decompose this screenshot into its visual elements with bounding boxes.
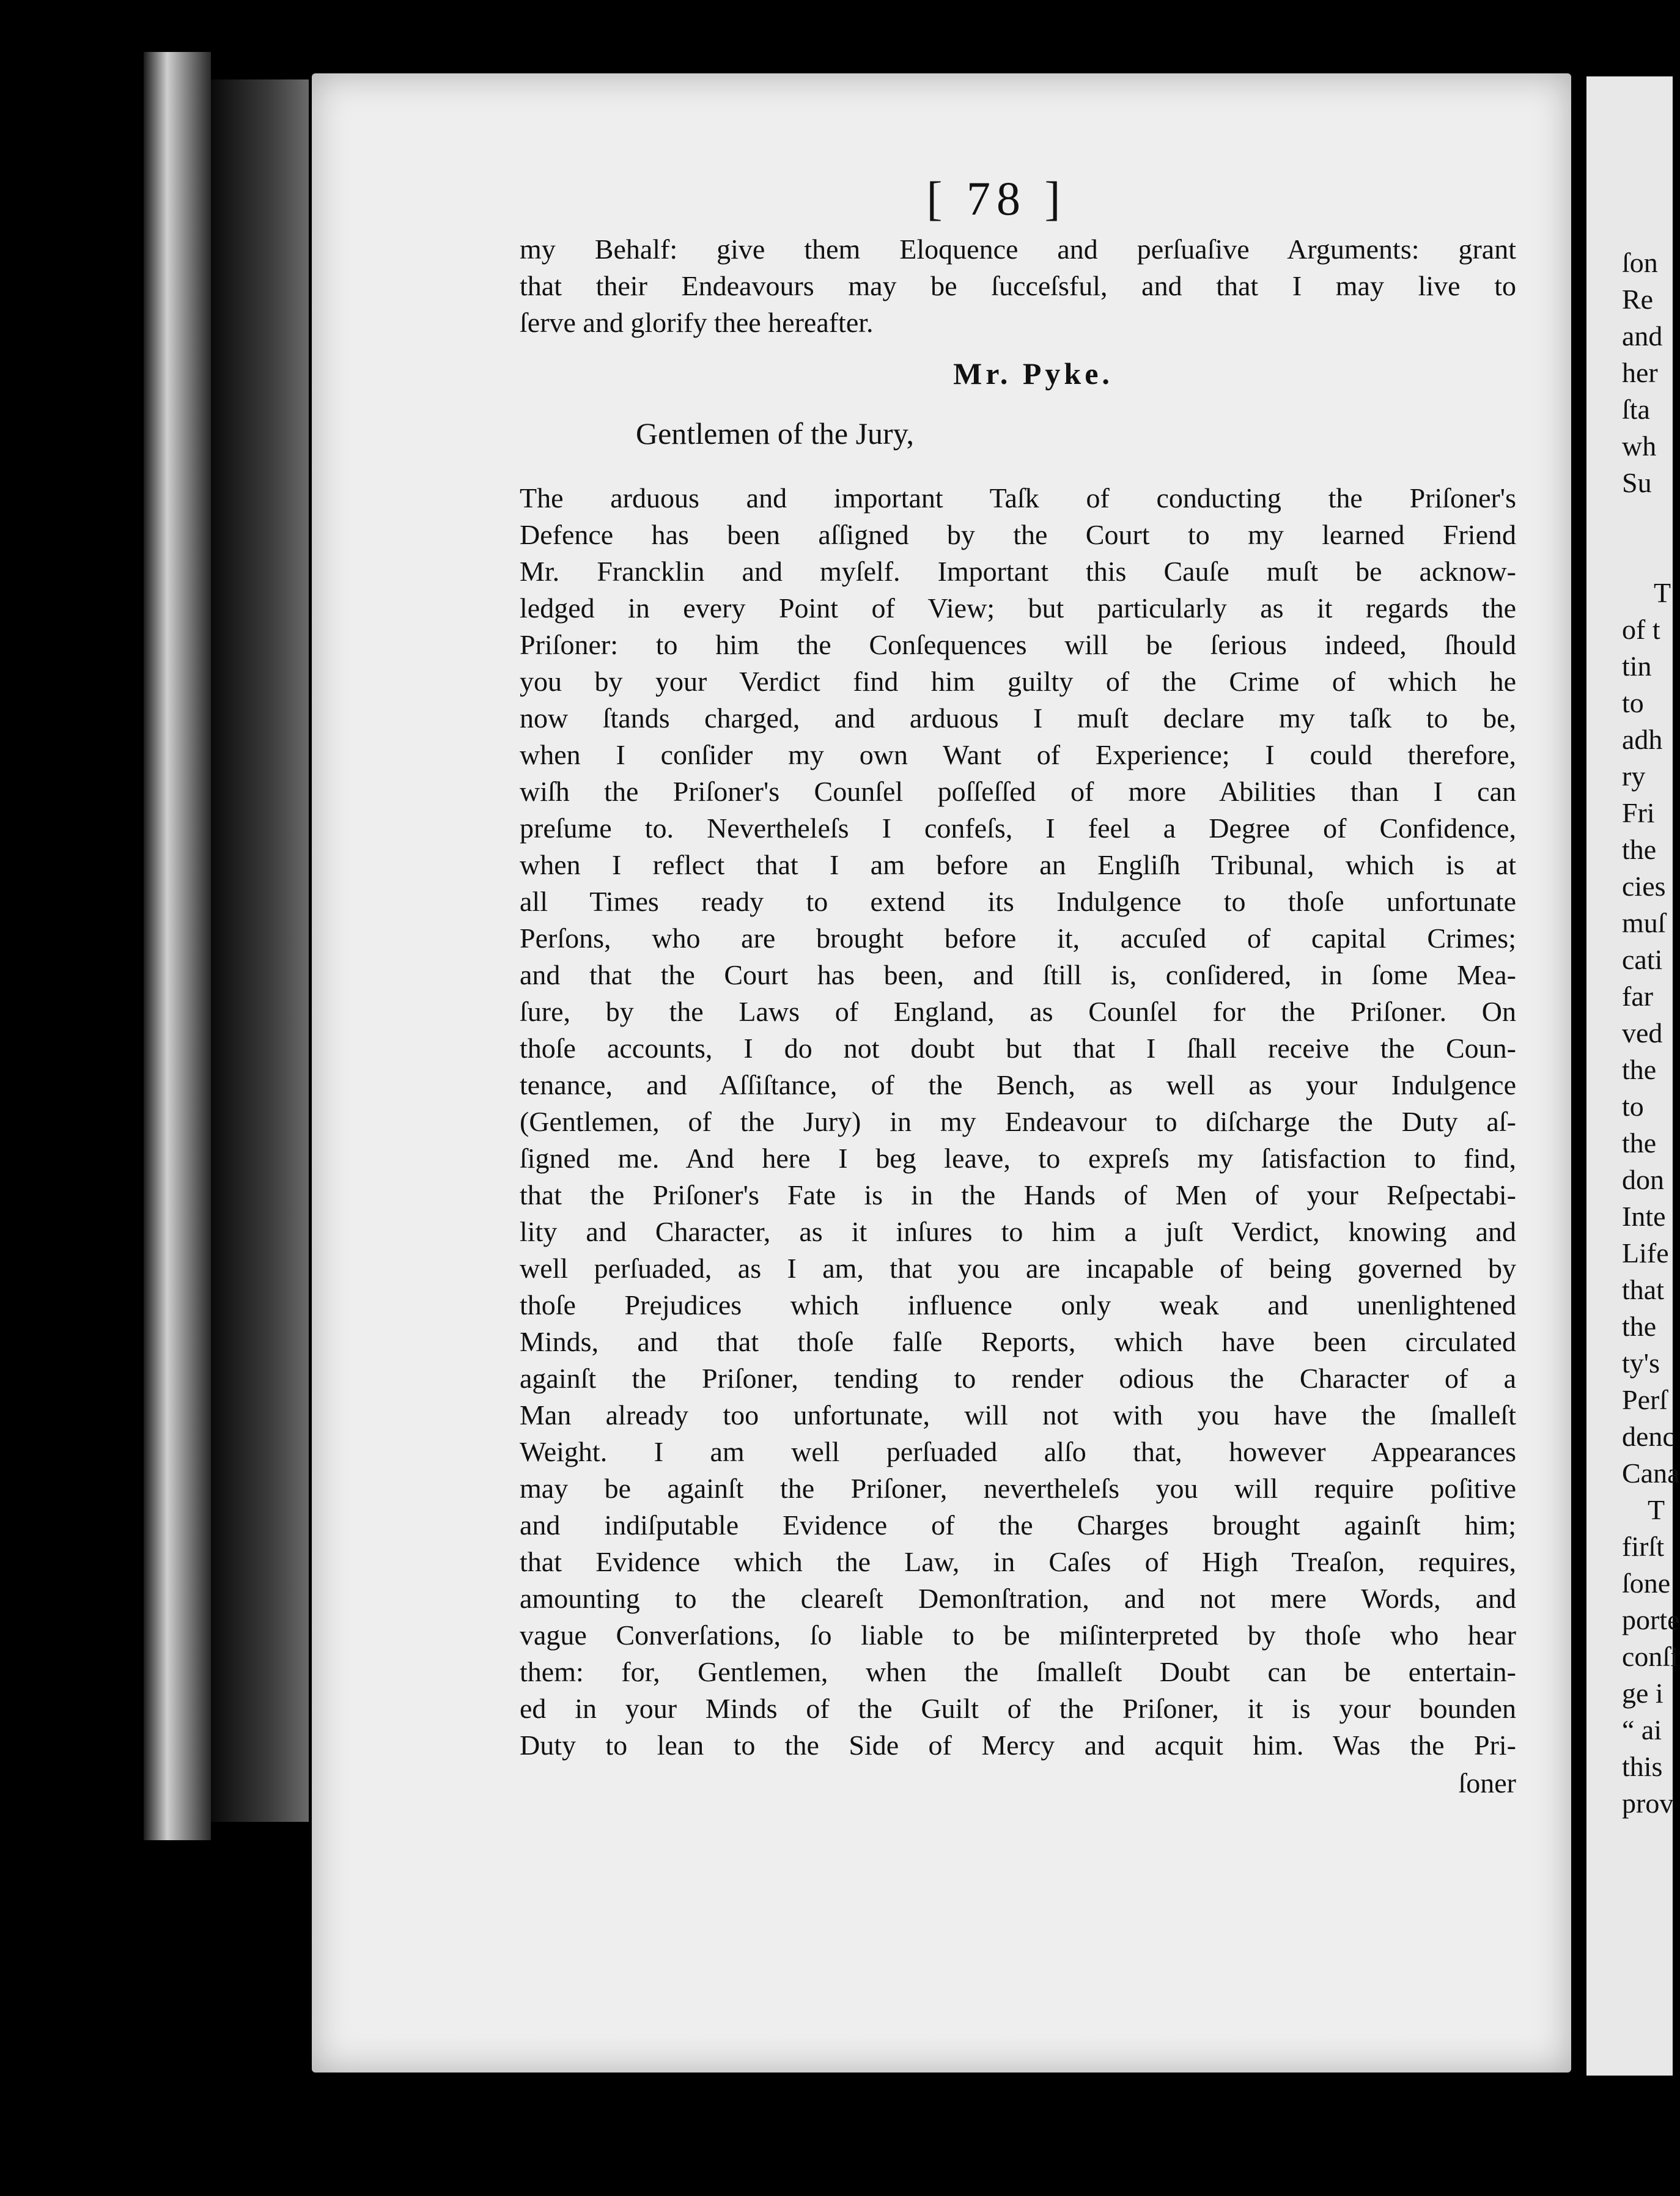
catchword: ſoner <box>1458 1767 1516 1799</box>
body-line: well perſuaded, as I am, that you are incapable of being governed by <box>520 1253 1516 1284</box>
body-line: that Evidence which the Law, in Caſes of High Treaſon, requires, <box>520 1546 1516 1577</box>
adjacent-page-fragment: “ ai <box>1622 1714 1662 1745</box>
book-binding-edge <box>144 52 211 1840</box>
body-line: wiſh the Priſoner's Counſel poſſeſſed of more Abilities than I can <box>520 776 1516 807</box>
adjacent-page-fragment: Perſ <box>1622 1384 1668 1415</box>
body-line: ſure, by the Laws of England, as Counſel for the Priſoner. On <box>520 996 1516 1027</box>
body-line: againſt the Priſoner, tending to render odious the Character of a <box>520 1363 1516 1394</box>
body-line: ledged in every Point of View; but particularly as it regards the <box>520 592 1516 624</box>
adjacent-page-fragment: Fri <box>1622 797 1655 828</box>
adjacent-page-fragment: the <box>1622 1127 1657 1159</box>
body-line: Weight. I am well perſuaded alſo that, however Appearances <box>520 1436 1516 1467</box>
body-line: ed in your Minds of the Guilt of the Priſoner, it is your bounden <box>520 1693 1516 1724</box>
adjacent-page-fragment: Cana <box>1622 1457 1680 1489</box>
body-line: vague Converſations, ſo liable to be miſinterpreted by thoſe who hear <box>520 1619 1516 1651</box>
adjacent-page-fragment: this <box>1622 1751 1663 1782</box>
salutation: Gentlemen of the Jury, <box>636 416 914 451</box>
body-line: Minds, and that thoſe falſe Reports, which have been circulated <box>520 1326 1516 1357</box>
adjacent-page-fragment: far <box>1622 981 1654 1012</box>
adjacent-page-fragment: denc <box>1622 1421 1675 1452</box>
adjacent-page-fragment: ge i <box>1622 1678 1663 1709</box>
adjacent-page-fragment: ty's <box>1622 1347 1660 1379</box>
page-number: [ 78 ] <box>926 172 1067 225</box>
adjacent-page-fragment: and <box>1622 320 1663 352</box>
body-line: preſume to. Nevertheleſs I confeſs, I feel a Degree of Confidence, <box>520 812 1516 844</box>
adjacent-page-fragment: firſt <box>1622 1531 1664 1562</box>
adjacent-page-fragment: muſ <box>1622 907 1666 938</box>
adjacent-page-fragment: T <box>1654 577 1671 608</box>
gutter-shadow <box>211 79 309 1822</box>
speaker-heading: Mr. Pyke. <box>953 356 1113 391</box>
adjacent-page-fragment: cies <box>1622 871 1666 902</box>
adjacent-page-fragment: ſta <box>1622 394 1650 425</box>
adjacent-page-fragment: prov <box>1622 1788 1674 1819</box>
body-line: Duty to lean to the Side of Mercy and acquit him. Was the Pri- <box>520 1730 1516 1761</box>
intro-line: ſerve and glorify thee hereafter. <box>520 307 874 338</box>
intro-line: that their Endeavours may be ſucceſsful, and that I may live to <box>520 270 1516 301</box>
body-line: The arduous and important Taſk of conducting the Priſoner's <box>520 482 1516 514</box>
adjacent-page-fragment: that <box>1622 1274 1664 1305</box>
adjacent-page-fragment: Inte <box>1622 1201 1666 1232</box>
adjacent-page-fragment: to <box>1622 1091 1644 1122</box>
body-line: Defence has been aſſigned by the Court to my learned Friend <box>520 519 1516 550</box>
body-line: now ſtands charged, and arduous I muſt declare my taſk to be, <box>520 702 1516 734</box>
adjacent-page-fragment: of t <box>1622 614 1660 645</box>
body-line: that the Priſoner's Fate is in the Hands of Men of your Reſpectabi- <box>520 1179 1516 1210</box>
adjacent-page-fragment: the <box>1622 834 1657 865</box>
adjacent-page-fragment: don <box>1622 1164 1664 1195</box>
body-line: tenance, and Aſſiſtance, of the Bench, as well as your Indulgence <box>520 1069 1516 1100</box>
adjacent-page-fragment: the <box>1622 1311 1657 1342</box>
body-line: thoſe accounts, I do not doubt but that I ſhall receive the Coun- <box>520 1033 1516 1064</box>
adjacent-page-fragment: Re <box>1622 284 1654 315</box>
adjacent-page-fragment: wh <box>1622 430 1657 462</box>
adjacent-page-fragment: Su <box>1622 467 1652 498</box>
body-line: when I conſider my own Want of Experience; I could therefore, <box>520 739 1516 770</box>
body-line: all Times ready to extend its Indulgence to thoſe unfortunate <box>520 886 1516 917</box>
body-line: (Gentlemen, of the Jury) in my Endeavour to diſcharge the Duty aſ- <box>520 1106 1516 1137</box>
body-line: Perſons, who are brought before it, accuſed of capital Crimes; <box>520 923 1516 954</box>
body-line: them: for, Gentlemen, when the ſmalleſt Doubt can be entertain- <box>520 1656 1516 1687</box>
adjacent-page-fragment: to <box>1622 687 1644 718</box>
adjacent-page-fragment: ſone <box>1622 1568 1671 1599</box>
body-line: Man already too unfortunate, will not with you have the ſmalleſt <box>520 1399 1516 1431</box>
body-line: and that the Court has been, and ſtill is, conſidered, in ſome Mea- <box>520 959 1516 990</box>
body-line: may be againſt the Priſoner, nevertheleſs you will require poſitive <box>520 1473 1516 1504</box>
adjacent-page-fragment: ved <box>1622 1017 1663 1048</box>
intro-line: my Behalf: give them Eloquence and perſuaſive Arguments: grant <box>520 234 1516 265</box>
body-line: Mr. Francklin and myſelf. Important this Cauſe muſt be acknow- <box>520 556 1516 587</box>
body-line: you by your Verdict find him guilty of the Crime of which he <box>520 666 1516 697</box>
adjacent-page-fragment: porte <box>1622 1604 1680 1635</box>
adjacent-page-fragment: her <box>1622 357 1658 388</box>
adjacent-page-fragment: ry <box>1622 761 1646 792</box>
body-line: ſigned me. And here I beg leave, to expreſs my ſatisfaction to find, <box>520 1143 1516 1174</box>
adjacent-page-fragment: ſon <box>1622 247 1658 278</box>
adjacent-page-fragment: T <box>1648 1494 1665 1525</box>
adjacent-page-fragment: Life <box>1622 1237 1669 1269</box>
adjacent-page-fragment: cati <box>1622 944 1663 975</box>
body-line: amounting to the cleareſt Demonſtration, and not mere Words, and <box>520 1583 1516 1614</box>
body-line: when I reflect that I am before an Engliſh Tribunal, which is at <box>520 849 1516 880</box>
body-line: lity and Character, as it inſures to him a juſt Verdict, knowing and <box>520 1216 1516 1247</box>
adjacent-page-fragment: tin <box>1622 650 1652 682</box>
book-page <box>312 73 1571 2073</box>
body-line: thoſe Prejudices which influence only weak and unenlightened <box>520 1289 1516 1321</box>
body-line: Priſoner: to him the Conſequences will be ſerious indeed, ſhould <box>520 629 1516 660</box>
body-line: and indiſputable Evidence of the Charges brought againſt him; <box>520 1509 1516 1541</box>
adjacent-page-fragment: the <box>1622 1054 1657 1085</box>
adjacent-page-fragment: adh <box>1622 724 1663 755</box>
adjacent-page-fragment: conſi <box>1622 1641 1678 1672</box>
adjacent-page-edge <box>1586 76 1680 2076</box>
